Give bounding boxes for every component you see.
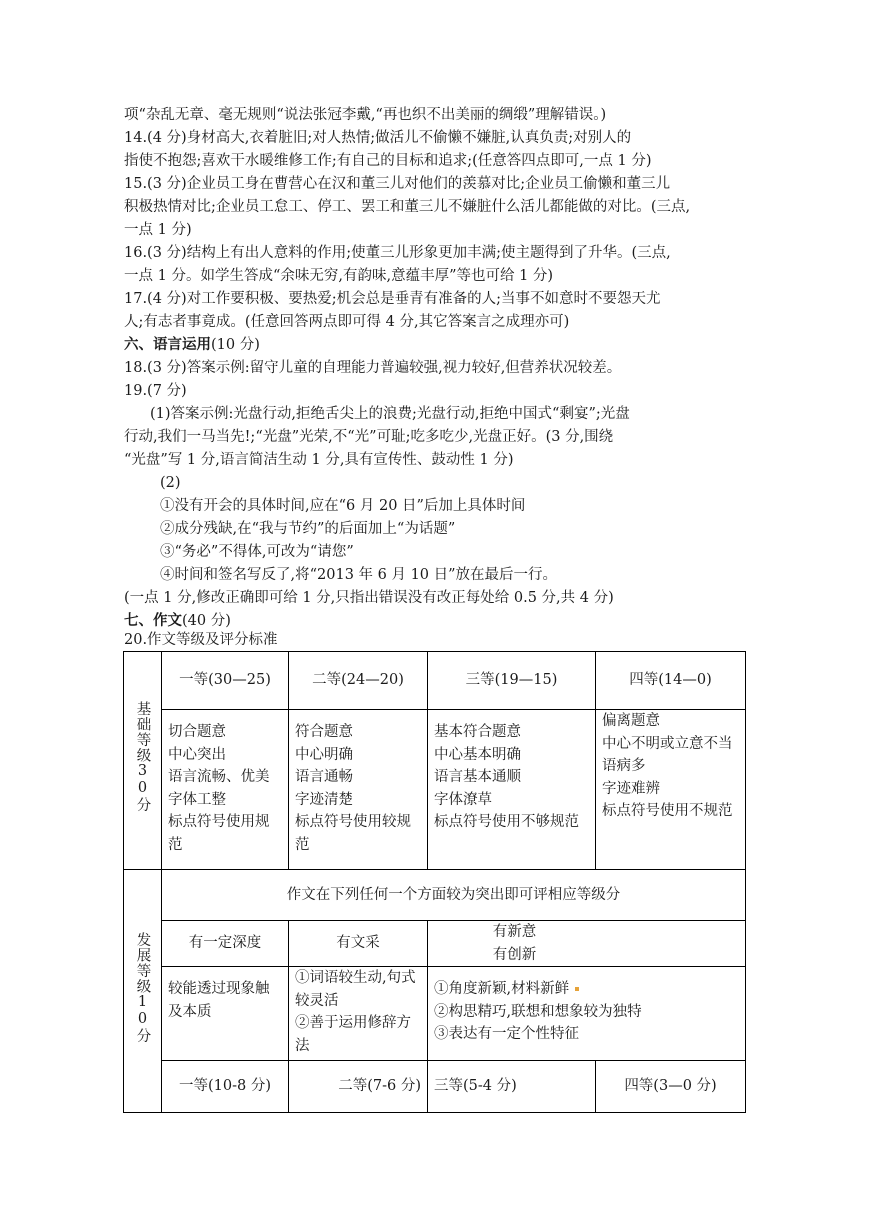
development-grade-label: 发展等级10分 <box>134 931 151 1043</box>
section-7-title: 七、作文 <box>124 612 182 629</box>
development-header: 有创新 <box>492 946 537 963</box>
essay-grading-table <box>123 651 746 1113</box>
criteria-item: 标点符号使用不够规范 <box>434 814 579 830</box>
development-header: 有一定深度 <box>162 921 289 967</box>
section-7-score: (40 分) <box>182 613 231 629</box>
development-level: 三等(5-4 分) <box>428 1061 596 1113</box>
answer-16-line: 16.(3 分)结构上有出人意料的作用;使董三儿形象更加丰满;使主题得到了升华。(三点, <box>124 245 671 261</box>
criteria-item: 中心明确 <box>295 746 353 763</box>
answer-18-line: 18.(3 分)答案示例:留守儿童的自理能力普遍较强,视力较好,但营养状况较差。 <box>124 360 622 376</box>
text-line: 人;有志者事竟成。(任意回答两点即可得 4 分,其它答案言之成理亦可) <box>124 314 570 330</box>
criteria-item: 中心突出 <box>168 746 226 763</box>
basic-header-row <box>124 652 746 710</box>
basic-header: 一等(30—25) <box>162 652 289 710</box>
criteria-item: ③表达有一定个性特征 <box>434 1026 579 1042</box>
criteria-item: 字迹清楚 <box>295 791 353 808</box>
criteria-item: 语病多 <box>602 758 646 774</box>
text-line: 项“杂乱无章、毫无规则“说法张冠李戴,“再也织不出美丽的绸缎”理解错误。) <box>124 107 607 123</box>
answer-19-item: ③“务必”不得体,可改为“请您” <box>160 544 354 560</box>
text-line: 一点 1 分) <box>124 222 192 238</box>
section-6-title: 六、语言运用 <box>124 336 211 353</box>
basic-criteria-cell <box>428 710 596 870</box>
answer-17-line: 17.(4 分)对工作要积极、要热爱;机会总是垂青有准备的人;当事不如意时不要怨天尤 <box>124 291 661 307</box>
development-criteria-row <box>124 967 746 1061</box>
answer-19-part2: (2) <box>160 475 181 491</box>
criteria-item: 切合题意 <box>168 724 226 740</box>
criteria-item: 字迹难辨 <box>602 780 660 797</box>
criteria-item: ②构思精巧,联想和想象较为独特 <box>434 1003 642 1020</box>
development-header: 有文采 <box>289 921 428 967</box>
criteria-item: 基本符合题意 <box>434 724 521 740</box>
development-intro-row <box>124 870 746 921</box>
basic-header: 四等(14—0) <box>596 652 746 710</box>
basic-grade-label-cell <box>124 652 162 870</box>
criteria-item: 较能透过现象触及本质 <box>168 981 270 1020</box>
criteria-item <box>434 978 739 1001</box>
criteria-item: 符合题意 <box>295 724 353 740</box>
criteria-item: 标点符号使用规范 <box>168 814 270 853</box>
text-line: “光盘”写 1 分,语言简洁生动 1 分,具有宣传性、鼓动性 1 分) <box>124 452 514 468</box>
criteria-item: 中心基本明确 <box>434 746 521 763</box>
development-header-row <box>124 921 746 967</box>
criteria-item: 语言通畅 <box>295 769 353 785</box>
criteria-item-text: ①角度新颖,材料新鲜 <box>434 981 570 997</box>
answer-15-line: 15.(3 分)企业员工身在曹营心在汉和董三儿对他们的羡慕对比;企业员工偷懒和董三儿 <box>124 176 671 192</box>
criteria-item: 字体工整 <box>168 791 226 808</box>
criteria-item: 偏离题意 <box>602 713 660 729</box>
criteria-item: 语言流畅、优美 <box>168 769 270 785</box>
text-line: 一点 1 分。如学生答成“余味无穷,有韵味,意蕴丰厚”等也可给 1 分) <box>124 268 554 284</box>
development-header: 有新意 <box>492 924 537 940</box>
basic-criteria-cell <box>596 710 746 870</box>
section-6-heading <box>124 334 754 356</box>
development-level: 二等(7-6 分) <box>289 1061 428 1113</box>
answer-19-item: ④时间和签名写反了,将“2013 年 6 月 10 日”放在最后一行。 <box>160 567 558 583</box>
answer-19-item: ②成分残缺,在“我与节约”的后面加上“为话题” <box>160 521 456 537</box>
criteria-item: 标点符号使用不规范 <box>602 803 733 819</box>
development-criteria-cell <box>289 967 428 1061</box>
basic-criteria-cell <box>162 710 289 870</box>
development-intro: 作文在下列任何一个方面较为突出即可评相应等级分 <box>162 870 746 921</box>
criteria-item: ①词语较生动,句式较灵活 <box>295 970 416 1009</box>
development-level: 四等(3—0 分) <box>596 1061 746 1113</box>
criteria-item: ②善于运用修辞方法 <box>295 1015 411 1054</box>
basic-criteria-cell <box>289 710 428 870</box>
text-line: 指使不抱怨;喜欢干水暖维修工作;有自己的目标和追求;(任意答四点即可,一点 1 分) <box>124 153 652 169</box>
development-header-innovation <box>428 921 746 967</box>
answer-19-item: ①没有开会的具体时间,应在“6 月 20 日”后加上具体时间 <box>160 498 526 514</box>
development-criteria-cell <box>428 967 746 1061</box>
criteria-item: 标点符号使用较规范 <box>295 814 411 853</box>
basic-criteria-row <box>124 710 746 870</box>
essay-table-caption: 20.作文等级及评分标准 <box>124 632 278 648</box>
text-line: 行动,我们一马当先!;“光盘”光荣,不“光”可耻;吃多吃少,光盘正好。(3 分,围绕 <box>124 429 614 445</box>
scoring-note: (一点 1 分,修改正确即可给 1 分,只指出错误没有改正每处给 0.5 分,共 4 分) <box>124 590 614 606</box>
development-grade-label-cell <box>124 870 162 1113</box>
basic-header: 三等(19—15) <box>428 652 596 710</box>
criteria-item: 语言基本通顺 <box>434 769 521 785</box>
orange-mark-icon <box>575 987 579 991</box>
basic-grade-label: 基础等级30分 <box>134 701 151 813</box>
basic-header: 二等(24—20) <box>289 652 428 710</box>
development-level-row <box>124 1061 746 1113</box>
criteria-item: 字体潦草 <box>434 791 492 808</box>
answer-14-line: 14.(4 分)身材高大,衣着脏旧;对人热情;做活儿不偷懒不嫌脏,认真负责;对别人的 <box>124 130 632 146</box>
criteria-item: 中心不明或立意不当 <box>602 735 733 752</box>
development-level: 一等(10-8 分) <box>162 1061 289 1113</box>
answer-19-line: 19.(7 分) <box>124 383 187 399</box>
answer-19-part1: (1)答案示例:光盘行动,拒绝舌尖上的浪费;光盘行动,拒绝中国式“剩宴”;光盘 <box>150 406 630 422</box>
section-6-score: (10 分) <box>211 337 260 353</box>
development-criteria-cell <box>162 967 289 1061</box>
text-line: 积极热情对比;企业员工怠工、停工、罢工和董三儿不嫌脏什么活儿都能做的对比。(三点, <box>124 199 691 215</box>
